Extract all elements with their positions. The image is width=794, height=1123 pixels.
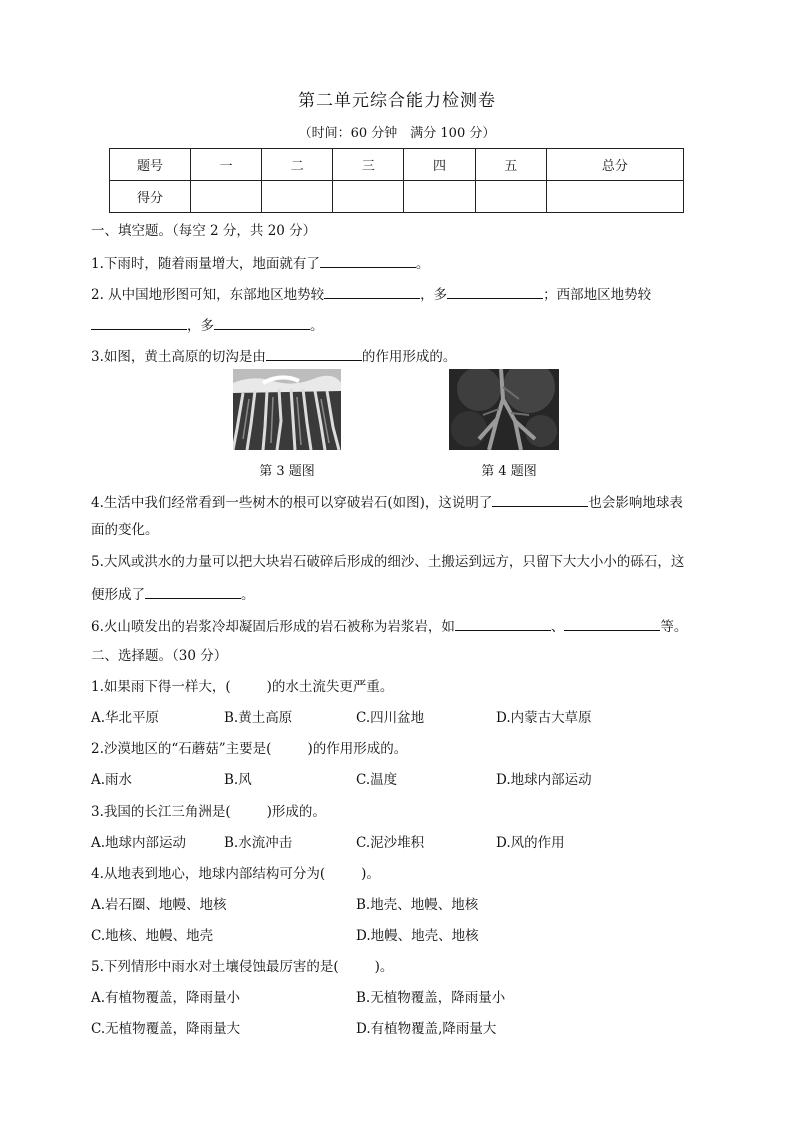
- choice-option[interactable]: D.风的作用: [496, 835, 565, 851]
- choice-option[interactable]: D.有植物覆盖,降雨量大: [356, 1021, 497, 1037]
- choice-option[interactable]: A.岩石圈、地幔、地核: [91, 897, 227, 913]
- answer-blank[interactable]: [266, 346, 362, 361]
- choice-option[interactable]: C.四川盆地: [356, 710, 425, 726]
- choice-question-4: 4.从地表到地心，地球内部结构可分为( )。: [91, 866, 380, 882]
- choice-question-5: 5.下列情形中雨水对土壤侵蚀最厉害的是( )。: [91, 959, 394, 975]
- choice-option[interactable]: C.无植物覆盖，降雨量大: [91, 1021, 241, 1037]
- score-header-cell: 题号: [110, 149, 191, 181]
- choice-option[interactable]: A.地球内部运动: [91, 835, 187, 851]
- choice-option[interactable]: C.地核、地幔、地壳: [91, 928, 214, 944]
- score-cell[interactable]: [333, 181, 404, 213]
- fill-question-1: 1.下雨时，随着雨量增大，地面就有了 。: [91, 253, 429, 273]
- answer-blank[interactable]: [455, 616, 551, 631]
- choice-option[interactable]: D.地幔、地壳、地核: [356, 928, 479, 944]
- score-table: [109, 148, 684, 213]
- score-header-cell: 三: [333, 149, 404, 181]
- answer-blank[interactable]: [145, 584, 241, 599]
- tree-roots-rock-photo: [449, 369, 559, 450]
- score-cell[interactable]: [262, 181, 333, 213]
- figure-4-caption: 第 4 题图: [481, 464, 537, 479]
- choice-option[interactable]: D.内蒙古大草原: [496, 710, 592, 726]
- fill-question-4-cont: 面的变化。: [91, 522, 159, 538]
- fill-question-2-cont: ，多 。: [91, 315, 324, 335]
- fill-question-5: 5.大风或洪水的力量可以把大块岩石破碎后形成的细沙、土搬运到远方，只留下大大小小的砾石，这: [91, 554, 685, 570]
- score-header-cell: 四: [404, 149, 475, 181]
- choice-option[interactable]: D.地球内部运动: [496, 772, 592, 788]
- choice-options-5a: [91, 989, 711, 1007]
- choice-options-4b: [91, 927, 711, 945]
- score-cell[interactable]: [475, 181, 546, 213]
- score-cell[interactable]: [404, 181, 475, 213]
- answer-blank[interactable]: [492, 492, 588, 507]
- choice-question-2: 2.沙漠地区的“石蘑菇”主要是( )的作用形成的。: [91, 741, 408, 757]
- choice-question-3: 3.我国的长江三角洲是( )形成的。: [91, 804, 326, 820]
- choice-option[interactable]: A.有植物覆盖，降雨量小: [91, 990, 241, 1006]
- loess-plateau-gully-photo: [233, 369, 341, 450]
- section2-heading: 二、选择题。（30 分）: [91, 648, 228, 664]
- score-table-score-row: [110, 181, 684, 213]
- choice-option[interactable]: A.华北平原: [91, 710, 160, 726]
- choice-options-3: [91, 834, 711, 852]
- score-cell[interactable]: [546, 181, 683, 213]
- score-header-cell: 一: [191, 149, 262, 181]
- fill-question-4: 4.生活中我们经常看到一些树木的根可以穿破岩石(如图)，这说明了 也会影响地球表: [91, 492, 683, 512]
- choice-option[interactable]: B.水流冲击: [224, 835, 293, 851]
- fill-question-2: 2. 从中国地形图可知，东部地区地势较 ，多 ；西部地区地势较: [91, 284, 651, 304]
- choice-option[interactable]: A.雨水: [91, 772, 133, 788]
- answer-blank[interactable]: [320, 253, 416, 268]
- answer-blank[interactable]: [91, 315, 187, 330]
- figure-3-caption: 第 3 题图: [259, 464, 315, 479]
- choice-options-4a: [91, 896, 711, 914]
- exam-time-info: （时间：60 分钟 满分 100 分）: [298, 126, 496, 141]
- answer-blank[interactable]: [447, 284, 543, 299]
- choice-options-1: [91, 709, 711, 727]
- choice-options-2: [91, 771, 711, 789]
- choice-option[interactable]: B.黄土高原: [224, 710, 293, 726]
- page-title: 第二单元综合能力检测卷: [298, 91, 496, 111]
- fill-question-3: 3.如图，黄土高原的切沟是由 的作用形成的。: [91, 346, 456, 366]
- choice-question-1: 1.如果雨下得一样大，( )的水土流失更严重。: [91, 679, 394, 695]
- answer-blank[interactable]: [564, 616, 660, 631]
- score-header-cell: 五: [475, 149, 546, 181]
- score-row-label: 得分: [110, 181, 191, 213]
- choice-option[interactable]: C.温度: [356, 772, 398, 788]
- choice-option[interactable]: B.地壳、地幔、地核: [356, 897, 479, 913]
- choice-option[interactable]: C.泥沙堆积: [356, 835, 425, 851]
- score-header-cell: 二: [262, 149, 333, 181]
- score-cell[interactable]: [191, 181, 262, 213]
- answer-blank[interactable]: [324, 284, 420, 299]
- score-header-cell: 总分: [546, 149, 683, 181]
- choice-option[interactable]: B.风: [224, 772, 252, 788]
- answer-blank[interactable]: [214, 315, 310, 330]
- section1-heading: 一、填空题。（每空 2 分，共 20 分）: [91, 223, 317, 239]
- score-table-header-row: [110, 149, 684, 181]
- fill-question-6: 6.火山喷发出的岩浆冷却凝固后形成的岩石被称为岩浆岩，如 、 等。: [91, 616, 687, 636]
- choice-option[interactable]: B.无植物覆盖，降雨量小: [356, 990, 506, 1006]
- choice-options-5b: [91, 1020, 711, 1038]
- fill-question-5-cont: 便形成了 。: [91, 584, 255, 604]
